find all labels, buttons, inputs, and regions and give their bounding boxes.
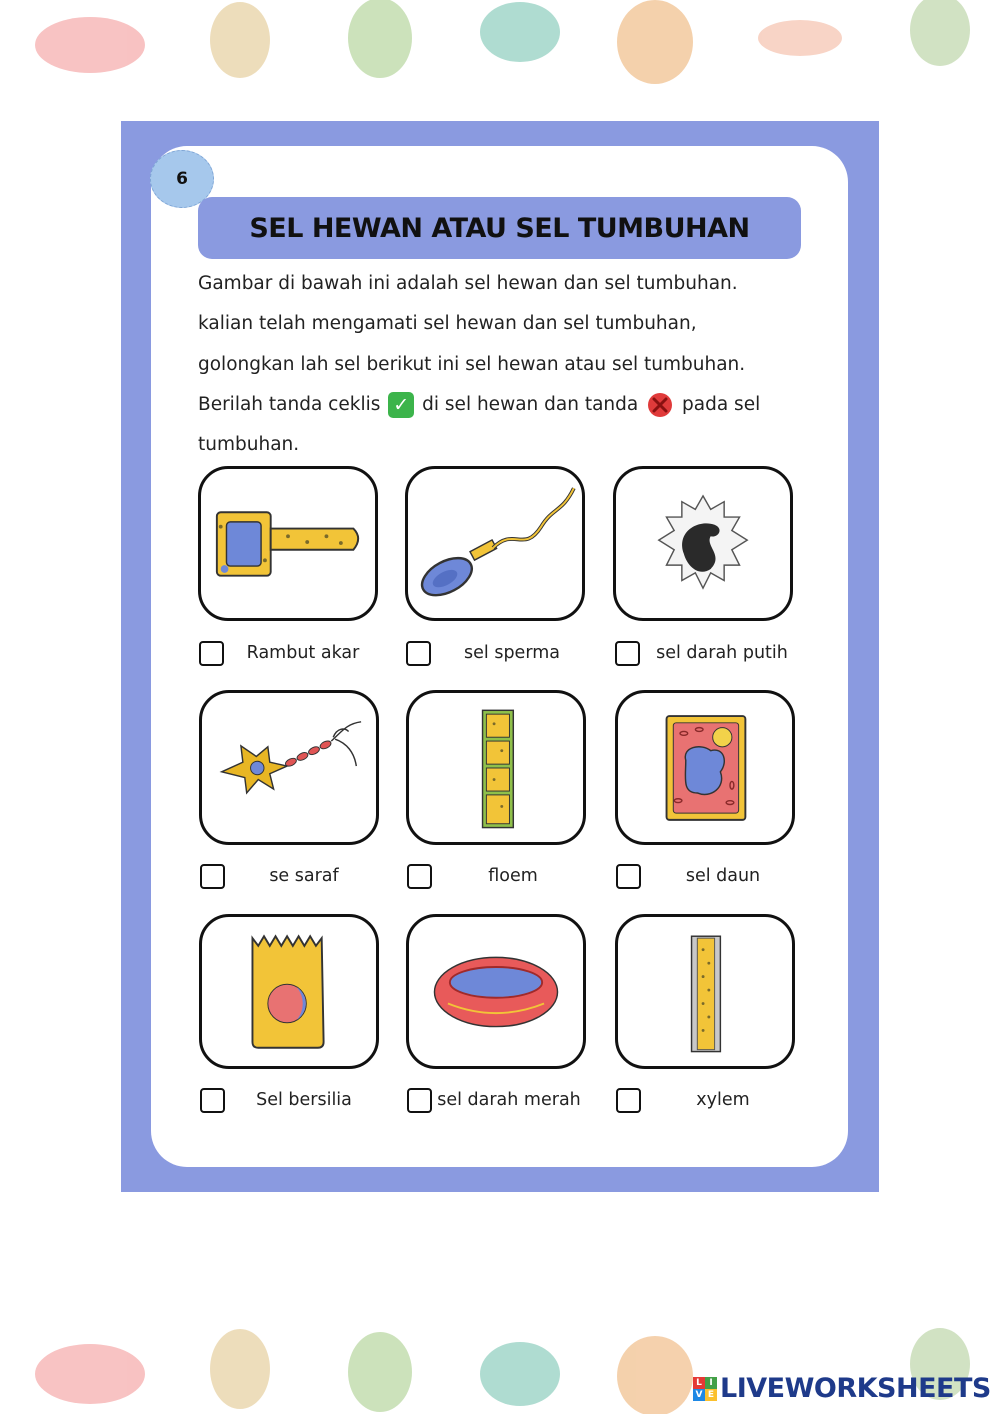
cell-image-box-root-hair xyxy=(198,466,378,621)
instruction-line-3: golongkan lah sel berikut ini sel hewan atau sel tumbuhan. xyxy=(198,353,746,375)
liveworksheets-logo[interactable] xyxy=(693,1373,991,1404)
cell-image-box-leaf xyxy=(615,690,795,845)
liveworksheets-logo-icon: L I V E xyxy=(693,1377,717,1401)
cell-image-box-phloem xyxy=(406,690,586,845)
cell-image-box-white-blood xyxy=(613,466,793,621)
cell-label-white-blood: sel darah putih xyxy=(656,643,788,663)
cell-label-root-hair: Rambut akar xyxy=(246,643,360,663)
liveworksheets-logo-text: LIVEWORKSHEETS xyxy=(720,1373,991,1404)
page-number: 6 xyxy=(176,169,188,189)
cell-image-box-ciliated xyxy=(199,914,379,1069)
cross-mark-icon xyxy=(646,391,674,419)
instruction-line-4-a: Berilah tanda ceklis xyxy=(198,393,381,415)
title-bar xyxy=(198,197,801,259)
root-hair-cell-icon xyxy=(201,469,375,618)
cell-image-box-nerve xyxy=(199,690,379,845)
checkbox-red-blood[interactable] xyxy=(407,1088,432,1113)
checkbox-leaf[interactable] xyxy=(616,864,641,889)
phloem-cell-icon xyxy=(409,693,583,842)
instruction-line-4 xyxy=(198,385,818,425)
page-title: SEL HEWAN ATAU SEL TUMBUHAN xyxy=(249,212,750,244)
instructions xyxy=(198,264,818,465)
cell-label-red-blood: sel darah merah xyxy=(437,1090,581,1110)
instruction-line-4-b: di sel hewan dan tanda xyxy=(422,393,639,415)
cell-image-box-sperm xyxy=(405,466,585,621)
instruction-line-4-c: pada sel xyxy=(682,393,761,415)
checkbox-ciliated[interactable] xyxy=(200,1088,225,1113)
cell-image-box-xylem xyxy=(615,914,795,1069)
instruction-line-5: tumbuhan. xyxy=(198,434,300,456)
cell-label-phloem: floem xyxy=(488,866,538,886)
checkbox-white-blood[interactable] xyxy=(615,641,640,666)
instruction-line-1: Gambar di bawah ini adalah sel hewan dan sel tumbuhan. xyxy=(198,273,738,294)
cell-label-sperm: sel sperma xyxy=(464,643,560,663)
white-blood-cell-icon xyxy=(616,469,790,618)
cell-label-xylem: xylem xyxy=(696,1090,750,1110)
red-blood-cell-icon xyxy=(409,917,583,1066)
ciliated-cell-icon xyxy=(202,917,376,1066)
checkbox-sperm[interactable] xyxy=(406,641,431,666)
checkbox-nerve[interactable] xyxy=(200,864,225,889)
check-mark-icon: ✓ xyxy=(388,392,414,418)
sperm-cell-icon xyxy=(408,469,582,618)
cell-label-leaf: sel daun xyxy=(685,866,761,886)
instruction-line-2: kalian telah mengamati sel hewan dan sel tumbuhan, xyxy=(198,313,697,335)
nerve-cell-icon xyxy=(202,693,376,842)
cell-label-nerve: se saraf xyxy=(269,866,339,886)
checkbox-root-hair[interactable] xyxy=(199,641,224,666)
decorative-microorganism-band-top xyxy=(0,0,1000,90)
checkbox-phloem[interactable] xyxy=(407,864,432,889)
leaf-cell-icon xyxy=(618,693,792,842)
xylem-cell-icon xyxy=(618,917,792,1066)
cell-image-box-red-blood xyxy=(406,914,586,1069)
cell-label-ciliated: Sel bersilia xyxy=(256,1090,352,1110)
checkbox-xylem[interactable] xyxy=(616,1088,641,1113)
